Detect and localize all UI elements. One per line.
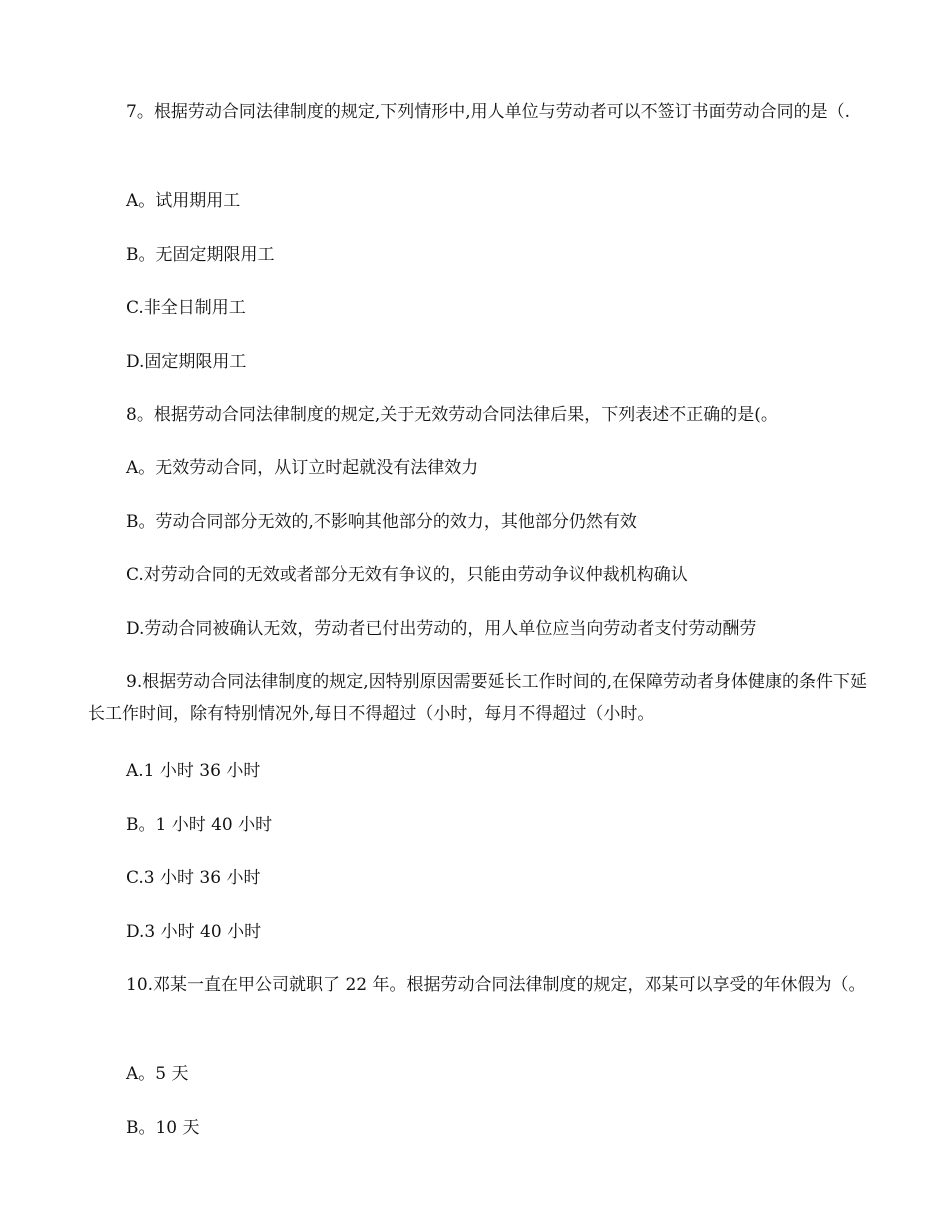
- question-9-option-b: B。1 小时 40 小时: [126, 815, 273, 835]
- question-10-option-a: A。5 天: [126, 1064, 189, 1084]
- question-10-stem: 10.邓某一直在甲公司就职了 22 年。根据劳动合同法律制度的规定，邓某可以享受的年休假为（。: [126, 975, 866, 995]
- question-8-option-b: B。劳动合同部分无效的,不影响其他部分的效力，其他部分仍然有效: [126, 512, 637, 532]
- question-9-option-d: D.3 小时 40 小时: [126, 922, 262, 942]
- question-7-option-b: B。无固定期限用工: [126, 245, 275, 265]
- question-9-option-c: C.3 小时 36 小时: [126, 868, 261, 888]
- question-8-option-a: A。无效劳动合同，从订立时起就没有法律效力: [126, 458, 479, 478]
- question-9-stem: 9.根据劳动合同法律制度的规定,因特别原因需要延长工作时间的,在保障劳动者身体健康的条件下延长工作时间，除有特别情况外,每日不得超过（小时，每月不得超过（小时。: [88, 672, 868, 724]
- question-8-stem: 8。根据劳动合同法律制度的规定,关于无效劳动合同法律后果，下列表述不正确的是(。: [126, 405, 778, 425]
- question-10-option-b: B。10 天: [126, 1118, 200, 1138]
- question-7-option-c: C.非全日制用工: [126, 298, 246, 318]
- question-7-stem: 7。根据劳动合同法律制度的规定,下列情形中,用人单位与劳动者可以不签订书面劳动合同的是（.: [126, 102, 851, 122]
- question-8-option-c: C.对劳动合同的无效或者部分无效有争议的，只能由劳动争议仲裁机构确认: [126, 565, 688, 585]
- question-7-option-a: A。试用期用工: [126, 191, 241, 211]
- question-8-option-d: D.劳动合同被确认无效，劳动者已付出劳动的，用人单位应当向劳动者支付劳动酬劳: [126, 619, 757, 639]
- question-7-option-d: D.固定期限用工: [126, 352, 247, 372]
- question-9-option-a: A.1 小时 36 小时: [126, 761, 261, 781]
